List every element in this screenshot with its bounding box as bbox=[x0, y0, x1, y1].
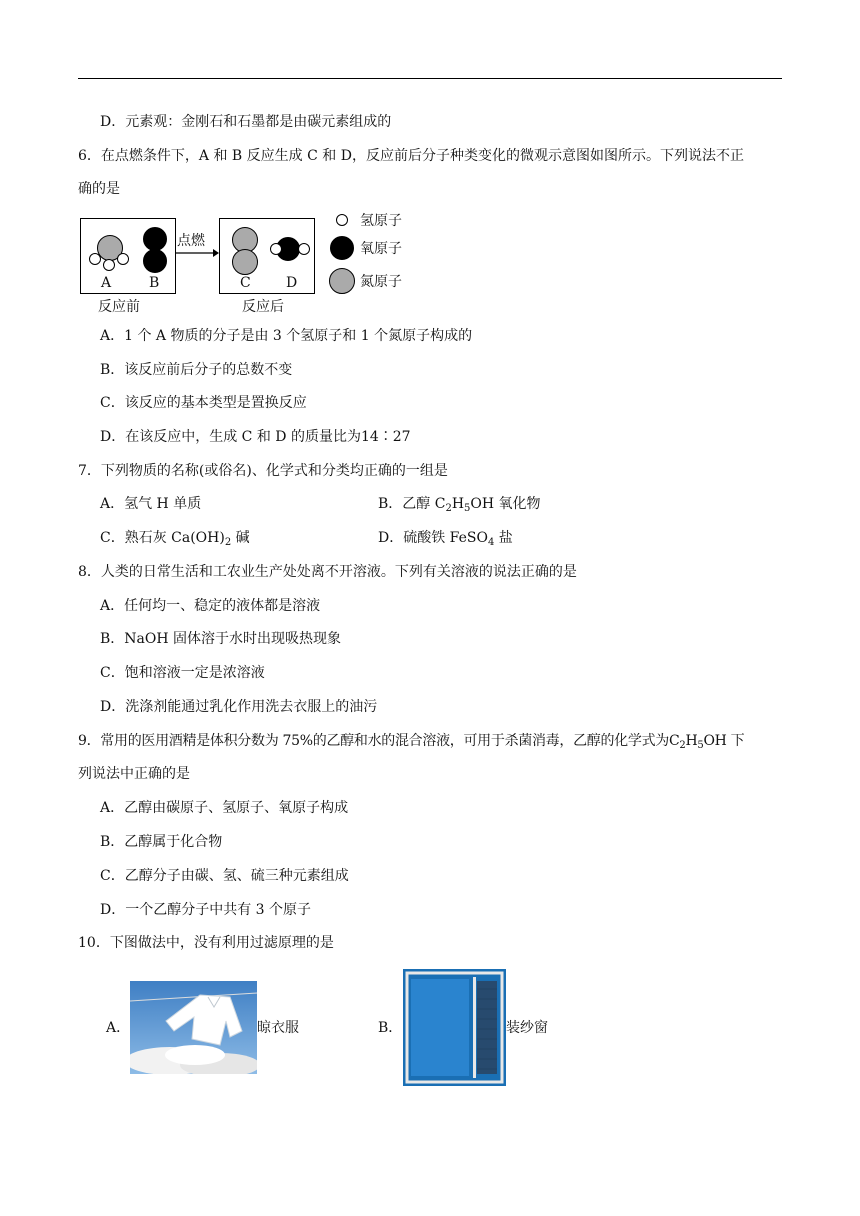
reaction-diagram bbox=[78, 208, 418, 320]
q8-option-d: D．洗涤剂能通过乳化作用洗去衣服上的油污 bbox=[100, 699, 378, 715]
window-screen-image bbox=[403, 969, 506, 1086]
hydrogen-atom bbox=[103, 259, 115, 271]
hydrogen-atom bbox=[117, 253, 129, 265]
before-caption: 反应前 bbox=[98, 299, 140, 315]
q9-option-d: D．一个乙醇分子中共有 3 个原子 bbox=[100, 902, 312, 918]
label-c: C bbox=[240, 275, 251, 291]
q10-stem: 10．下图做法中，没有利用过滤原理的是 bbox=[78, 935, 334, 951]
q8-option-b: B．NaOH 固体溶于水时出现吸热现象 bbox=[100, 631, 342, 647]
q6-option-a: A．1 个 A 物质的分子是由 3 个氢原子和 1 个氮原子构成的 bbox=[100, 328, 473, 344]
q5-option-d: D．元素观：金刚石和石墨都是由碳元素组成的 bbox=[100, 114, 392, 130]
label-a: A bbox=[101, 275, 112, 291]
q7-option-a: A．氢气 H 单质 bbox=[100, 496, 202, 512]
q10-option-a-label: A． bbox=[106, 1020, 131, 1036]
legend-hydrogen-icon bbox=[336, 214, 348, 226]
q8-option-a: A．任何均一、稳定的液体都是溶液 bbox=[100, 598, 321, 614]
q9-stem-line1: 9．常用的医用酒精是体积分数为 75%的乙醇和水的混合溶液，可用于杀菌消毒，乙醇的化学式为$C_2H_5OH$ 下 bbox=[78, 733, 745, 751]
drying-clothes-image bbox=[130, 981, 257, 1074]
reaction-arrow-icon bbox=[175, 248, 219, 258]
label-d: D bbox=[286, 275, 298, 291]
hydrogen-atom bbox=[270, 243, 282, 255]
nitrogen-atom bbox=[232, 249, 258, 275]
q7-option-b: B．乙醇 $C_2H_5OH$ 氧化物 bbox=[378, 496, 541, 514]
q9-option-b: B．乙醇属于化合物 bbox=[100, 834, 223, 850]
q6-option-d: D．在该反应中，生成 C 和 D 的质量比为14∶27 bbox=[100, 429, 411, 445]
legend-hydrogen-label: 氢原子 bbox=[360, 213, 402, 229]
arrow-label: 点燃 bbox=[177, 233, 205, 249]
after-caption: 反应后 bbox=[242, 299, 284, 315]
q10-option-a-text: 晾衣服 bbox=[257, 1020, 299, 1036]
q6-option-c: C．该反应的基本类型是置换反应 bbox=[100, 395, 307, 411]
q6-option-b: B．该反应前后分子的总数不变 bbox=[100, 362, 293, 378]
legend-oxygen-icon bbox=[330, 236, 354, 260]
q8-stem: 8．人类的日常生活和工农业生产处处离不开溶液。下列有关溶液的说法正确的是 bbox=[78, 564, 577, 580]
q7-option-d: D．硫酸铁 FeSO$_4$ 盐 bbox=[378, 530, 513, 548]
oxygen-atom bbox=[143, 227, 167, 251]
q9-option-c: C．乙醇分子由碳、氢、硫三种元素组成 bbox=[100, 868, 349, 884]
label-b: B bbox=[149, 275, 160, 291]
oxygen-atom bbox=[143, 249, 167, 273]
hydrogen-atom bbox=[89, 253, 101, 265]
q6-stem-line1: 6．在点燃条件下，A 和 B 反应生成 C 和 D，反应前后分子种类变化的微观示意图如图所示。下列说法不正 bbox=[78, 148, 744, 164]
q8-option-c: C．饱和溶液一定是浓溶液 bbox=[100, 665, 265, 681]
before-box bbox=[80, 218, 176, 294]
legend-oxygen-label: 氧原子 bbox=[360, 241, 402, 257]
q9-option-a: A．乙醇由碳原子、氢原子、氧原子构成 bbox=[100, 800, 349, 816]
legend-nitrogen-label: 氮原子 bbox=[360, 274, 402, 290]
after-box bbox=[219, 218, 315, 294]
q7-stem: 7．下列物质的名称(或俗名)、化学式和分类均正确的一组是 bbox=[78, 463, 448, 479]
q6-stem-line2: 确的是 bbox=[78, 181, 120, 197]
header-rule bbox=[78, 78, 782, 79]
q10-option-b-text: 装纱窗 bbox=[506, 1020, 548, 1036]
hydrogen-atom bbox=[298, 243, 310, 255]
q10-option-b-label: B． bbox=[378, 1020, 403, 1036]
legend-nitrogen-icon bbox=[329, 268, 355, 294]
q9-stem-line2: 列说法中正确的是 bbox=[78, 766, 190, 782]
q7-option-c: C．熟石灰 $Ca(OH)_2$ 碱 bbox=[100, 530, 250, 548]
